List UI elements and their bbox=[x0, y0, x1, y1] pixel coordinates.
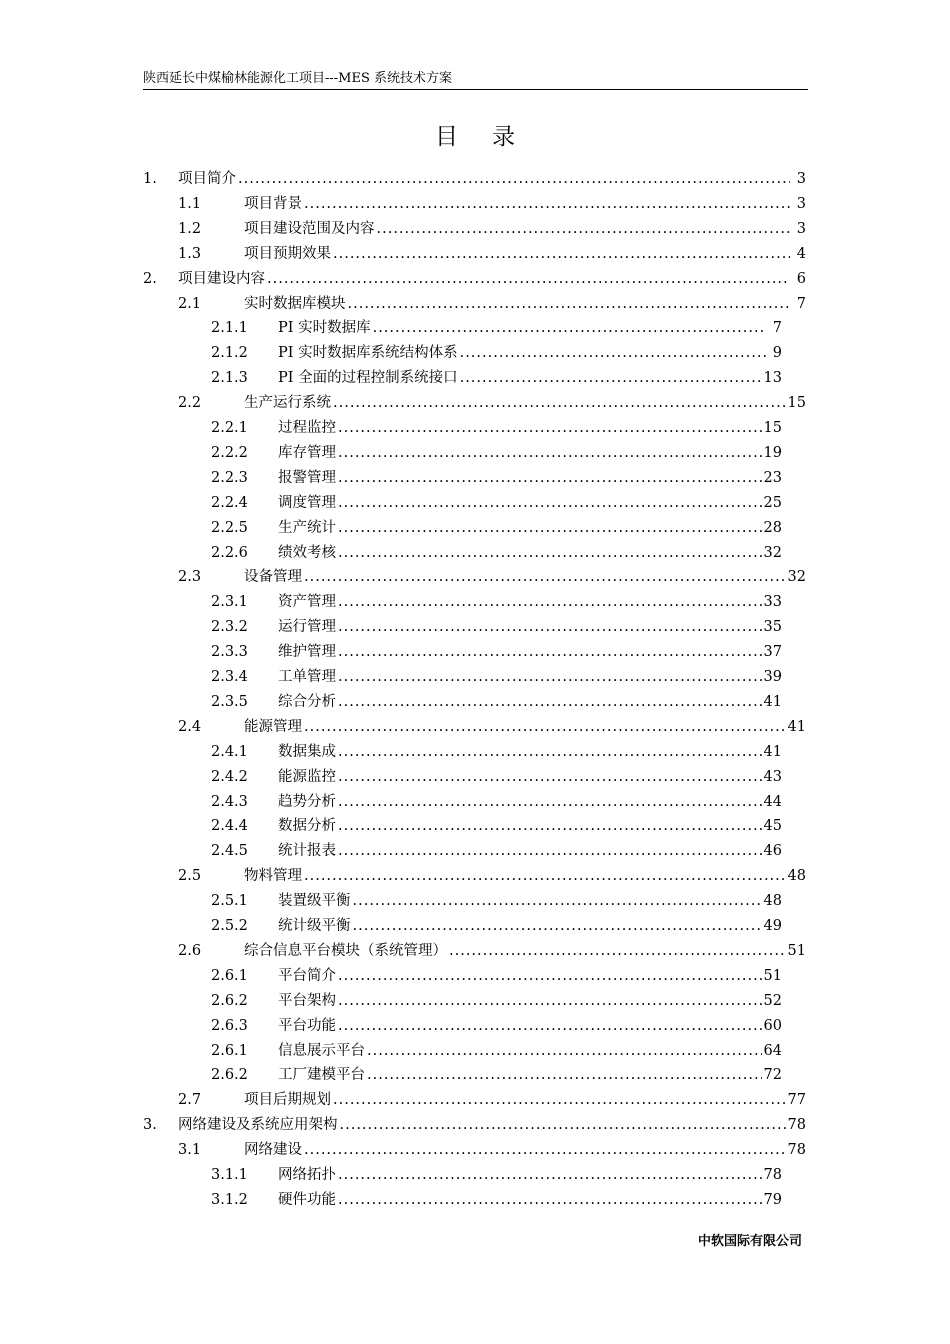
toc-entry[interactable] bbox=[0, 1138, 950, 1163]
toc-entry-line bbox=[278, 590, 782, 615]
toc-entry-page-number: 49 bbox=[763, 918, 782, 934]
toc-entry-page-number: 78 bbox=[787, 1142, 806, 1159]
toc-entry-line bbox=[244, 939, 806, 964]
toc-entry-line bbox=[278, 964, 782, 989]
toc-entry-number: 2.2 bbox=[178, 395, 202, 412]
toc-entry-label: 库存管理 bbox=[278, 444, 336, 461]
toc-entry-line bbox=[244, 292, 806, 317]
toc-entry-number: 2.1.3 bbox=[211, 370, 248, 387]
toc-leader-dots bbox=[348, 292, 791, 317]
toc-entry-label: PI 实时数据库 bbox=[278, 320, 371, 337]
toc-entry-page-number: 64 bbox=[763, 1042, 782, 1059]
toc-entry-label: 运行管理 bbox=[278, 619, 336, 636]
toc-entry-page-number: 72 bbox=[763, 1067, 782, 1084]
toc-entry-line bbox=[278, 790, 782, 815]
toc-entry-label: 趋势分析 bbox=[278, 793, 336, 810]
toc-entry-number: 1. bbox=[143, 171, 157, 187]
toc-entry[interactable] bbox=[0, 1063, 950, 1088]
toc-entry-line bbox=[278, 1188, 782, 1213]
toc-entry[interactable] bbox=[0, 989, 950, 1014]
toc-entry-line bbox=[178, 267, 806, 292]
toc-entry-line bbox=[178, 167, 806, 192]
toc-entry-number: 2.3.5 bbox=[211, 693, 248, 710]
toc-title-part2: 录 bbox=[492, 124, 515, 150]
company-footer: 中软国际有限公司 bbox=[697, 1234, 802, 1249]
toc-leader-dots bbox=[338, 964, 762, 989]
toc-entry-page-number: 46 bbox=[763, 843, 782, 860]
toc-entry-number: 2.5.1 bbox=[211, 893, 248, 910]
toc-entry-page-number: 4 bbox=[796, 245, 806, 262]
toc-entry-page-number: 39 bbox=[763, 669, 782, 685]
toc-leader-dots bbox=[338, 1014, 762, 1039]
toc-leader-dots bbox=[338, 516, 762, 541]
toc-entry-label: 数据分析 bbox=[278, 818, 336, 835]
toc-entry-line bbox=[244, 217, 806, 242]
toc-entry-label: 能源管理 bbox=[244, 718, 302, 735]
toc-entry[interactable] bbox=[0, 366, 950, 391]
toc-entry-page-number: 28 bbox=[763, 519, 782, 536]
toc-entry-page-number: 6 bbox=[796, 270, 806, 287]
toc-entry[interactable] bbox=[0, 167, 950, 192]
toc-entry-label: 网络建设及系统应用架构 bbox=[178, 1117, 338, 1134]
toc-entry-line bbox=[278, 989, 782, 1014]
toc-entry[interactable] bbox=[0, 914, 950, 939]
toc-entry[interactable] bbox=[0, 1188, 950, 1213]
toc-entry-page-number: 41 bbox=[787, 718, 806, 735]
toc-entry-line bbox=[278, 466, 782, 491]
toc-entry-number: 2.4.4 bbox=[211, 818, 248, 835]
toc-entry-line bbox=[278, 914, 782, 939]
toc-leader-dots bbox=[377, 217, 791, 242]
toc-entry[interactable] bbox=[0, 1163, 950, 1188]
toc-leader-dots bbox=[338, 615, 762, 640]
toc-entry-label: 项目背景 bbox=[244, 195, 302, 212]
toc-entry[interactable] bbox=[0, 1039, 950, 1064]
toc-entry-label: 项目后期规划 bbox=[244, 1092, 331, 1109]
toc-leader-dots bbox=[333, 1088, 786, 1113]
document-header: 陕西延长中煤榆林能源化工项目---MES 系统技术方案 bbox=[143, 70, 808, 90]
toc-entry-page-number: 15 bbox=[787, 395, 806, 412]
toc-entry-line bbox=[244, 715, 806, 740]
toc-entry-page-number: 15 bbox=[763, 420, 782, 436]
toc-leader-dots bbox=[304, 864, 786, 889]
toc-entry-line bbox=[278, 765, 782, 790]
toc-entry-number: 3.1 bbox=[178, 1142, 202, 1159]
toc-entry-line bbox=[244, 1088, 806, 1113]
toc-entry-label: 装置级平衡 bbox=[278, 893, 351, 910]
toc-entry-line bbox=[278, 316, 782, 341]
toc-entry[interactable] bbox=[0, 391, 950, 416]
toc-entry-number: 2.2.4 bbox=[211, 494, 248, 511]
toc-entry-line bbox=[278, 1063, 782, 1088]
toc-entry-number: 2.1 bbox=[178, 295, 202, 312]
toc-entry-number: 2.7 bbox=[178, 1092, 202, 1109]
toc-leader-dots bbox=[340, 1113, 786, 1138]
toc-entry-page-number: 52 bbox=[763, 992, 782, 1009]
toc-entry-page-number: 33 bbox=[763, 594, 782, 611]
toc-entry-label: PI 实时数据库系统结构体系 bbox=[278, 345, 458, 362]
toc-entry-number: 2.3.4 bbox=[211, 669, 248, 685]
toc-entry-number: 2.4.3 bbox=[211, 793, 248, 810]
toc-entry[interactable] bbox=[0, 690, 950, 715]
toc-entry-number: 1.1 bbox=[178, 195, 202, 212]
toc-leader-dots bbox=[353, 889, 762, 914]
toc-leader-dots bbox=[338, 765, 762, 790]
toc-leader-dots bbox=[338, 640, 762, 665]
toc-entry[interactable] bbox=[0, 441, 950, 466]
toc-entry-page-number: 77 bbox=[787, 1092, 806, 1109]
toc-entry[interactable] bbox=[0, 939, 950, 964]
toc-entry-label: 网络拓扑 bbox=[278, 1167, 336, 1183]
toc-leader-dots bbox=[338, 690, 762, 715]
toc-entry-label: 网络建设 bbox=[244, 1142, 302, 1159]
toc-entry[interactable] bbox=[0, 516, 950, 541]
toc-entry[interactable] bbox=[0, 590, 950, 615]
toc-entry-line bbox=[278, 341, 782, 366]
toc-entry-line bbox=[278, 491, 782, 516]
toc-entry-number: 3.1.2 bbox=[211, 1191, 248, 1208]
toc-entry[interactable] bbox=[0, 665, 950, 690]
toc-entry[interactable] bbox=[0, 964, 950, 989]
toc-entry-line bbox=[178, 1113, 806, 1138]
toc-entry-label: 物料管理 bbox=[244, 868, 302, 885]
toc-entry-label: 工厂建模平台 bbox=[278, 1067, 365, 1084]
toc-leader-dots bbox=[238, 167, 790, 192]
toc-entry-label: 工单管理 bbox=[278, 669, 336, 685]
toc-entry[interactable] bbox=[0, 242, 950, 267]
toc-entry-line bbox=[278, 366, 782, 391]
toc-entry-label: 综合信息平台模块（系统管理） bbox=[244, 942, 447, 959]
toc-entry[interactable] bbox=[0, 615, 950, 640]
toc-title bbox=[0, 118, 950, 151]
toc-entry-number: 2.4.1 bbox=[211, 743, 248, 760]
toc-entry-number: 2.2.5 bbox=[211, 519, 248, 536]
toc-entry-label: 信息展示平台 bbox=[278, 1042, 365, 1059]
toc-entry[interactable] bbox=[0, 839, 950, 864]
toc-entry-number: 2.6.2 bbox=[211, 1067, 248, 1084]
toc-entry-label: 能源监控 bbox=[278, 768, 336, 785]
toc-entry-label: 维护管理 bbox=[278, 644, 336, 661]
toc-entry-page-number: 41 bbox=[763, 743, 782, 760]
toc-leader-dots bbox=[367, 1063, 762, 1088]
toc-entry-page-number: 79 bbox=[763, 1191, 782, 1208]
toc-entry-line bbox=[244, 565, 806, 590]
toc-entry[interactable] bbox=[0, 1014, 950, 1039]
toc-entry-label: 项目预期效果 bbox=[244, 245, 331, 262]
toc-entry[interactable] bbox=[0, 292, 950, 317]
toc-entry-line bbox=[278, 839, 782, 864]
toc-entry-label: 统计级平衡 bbox=[278, 918, 351, 934]
toc-entry-page-number: 35 bbox=[763, 619, 782, 636]
toc-entry-label: 统计报表 bbox=[278, 843, 336, 860]
toc-entry-number: 2.6.3 bbox=[211, 1017, 248, 1034]
toc-entry-label: 项目简介 bbox=[178, 171, 236, 187]
toc-entry-number: 2.4.2 bbox=[211, 768, 248, 785]
toc-entry-number: 1.3 bbox=[178, 245, 202, 262]
toc-entry-line bbox=[278, 541, 782, 566]
toc-entry-number: 2.1.2 bbox=[211, 345, 248, 362]
toc-entry-page-number: 60 bbox=[763, 1017, 782, 1034]
toc-entry[interactable] bbox=[0, 715, 950, 740]
toc-leader-dots bbox=[338, 1163, 762, 1188]
toc-entry-page-number: 32 bbox=[787, 569, 806, 586]
toc-entry-number: 2.6 bbox=[178, 942, 202, 959]
toc-leader-dots bbox=[460, 341, 766, 366]
toc-entry-page-number: 7 bbox=[796, 295, 806, 312]
toc-entry-line bbox=[244, 391, 806, 416]
toc-leader-dots bbox=[338, 740, 762, 765]
toc-entry-number: 2. bbox=[143, 270, 157, 287]
toc-entry[interactable] bbox=[0, 1088, 950, 1113]
toc-entry-page-number: 48 bbox=[787, 868, 806, 885]
toc-entry-label: 平台架构 bbox=[278, 992, 336, 1009]
toc-entry-line bbox=[278, 640, 782, 665]
toc-entry[interactable] bbox=[0, 341, 950, 366]
toc-entry-page-number: 51 bbox=[763, 967, 782, 984]
toc-entry-number: 2.2.6 bbox=[211, 544, 248, 561]
toc-entry-number: 2.3 bbox=[178, 569, 202, 586]
toc-entry-number: 3.1.1 bbox=[211, 1167, 248, 1183]
toc-entry-number: 2.2.3 bbox=[211, 469, 248, 486]
toc-title-part1: 目 bbox=[435, 124, 458, 150]
toc-entry-label: 硬件功能 bbox=[278, 1191, 336, 1208]
toc-entry[interactable] bbox=[0, 864, 950, 889]
toc-entry-page-number: 3 bbox=[796, 195, 806, 212]
toc-entry[interactable] bbox=[0, 541, 950, 566]
toc-entry-line bbox=[244, 242, 806, 267]
toc-entry[interactable] bbox=[0, 416, 950, 441]
toc-entry-page-number: 25 bbox=[763, 494, 782, 511]
toc-leader-dots bbox=[304, 1138, 786, 1163]
toc-entry-label: 调度管理 bbox=[278, 494, 336, 511]
toc-entry-page-number: 37 bbox=[763, 644, 782, 661]
toc-entry[interactable] bbox=[0, 217, 950, 242]
toc-leader-dots bbox=[338, 790, 762, 815]
toc-entry[interactable] bbox=[0, 466, 950, 491]
toc-entry[interactable] bbox=[0, 765, 950, 790]
toc-entry-number: 2.6.1 bbox=[211, 967, 248, 984]
toc-entry-line bbox=[244, 864, 806, 889]
toc-leader-dots bbox=[338, 590, 762, 615]
toc-entry-number: 2.2.1 bbox=[211, 420, 248, 436]
toc-entry-label: PI 全面的过程控制系统接口 bbox=[278, 370, 458, 387]
toc-entry[interactable] bbox=[0, 565, 950, 590]
toc-entry-number: 2.4.5 bbox=[211, 843, 248, 860]
toc-entry-number: 2.3.2 bbox=[211, 619, 248, 636]
toc-leader-dots bbox=[333, 242, 790, 267]
toc-entry-number: 2.1.1 bbox=[211, 320, 248, 337]
toc-entry-line bbox=[278, 814, 782, 839]
toc-entry-label: 综合分析 bbox=[278, 693, 336, 710]
toc-leader-dots bbox=[353, 914, 762, 939]
toc-entry-page-number: 3 bbox=[796, 171, 806, 187]
toc-leader-dots bbox=[338, 491, 762, 516]
toc-entry-page-number: 43 bbox=[763, 768, 782, 785]
toc-entry-number: 2.5.2 bbox=[211, 918, 248, 934]
toc-entry-line bbox=[278, 665, 782, 690]
toc-entry-line bbox=[278, 516, 782, 541]
toc-entry[interactable] bbox=[0, 491, 950, 516]
toc-leader-dots bbox=[267, 267, 790, 292]
toc-entry-number: 2.6.1 bbox=[211, 1042, 248, 1059]
toc-leader-dots bbox=[333, 391, 786, 416]
toc-entry-line bbox=[278, 1039, 782, 1064]
toc-leader-dots bbox=[304, 565, 786, 590]
toc-entry-line bbox=[278, 1014, 782, 1039]
toc-entry-page-number: 13 bbox=[763, 370, 782, 387]
toc-entry-label: 数据集成 bbox=[278, 743, 336, 760]
toc-leader-dots bbox=[338, 541, 762, 566]
toc-leader-dots bbox=[449, 939, 786, 964]
toc-entry-label: 生产运行系统 bbox=[244, 395, 331, 412]
toc-entry-line bbox=[278, 740, 782, 765]
toc-entry-page-number: 78 bbox=[787, 1117, 806, 1134]
toc-entry-label: 平台简介 bbox=[278, 967, 336, 984]
toc-entry-label: 项目建设内容 bbox=[178, 270, 265, 287]
toc-leader-dots bbox=[338, 814, 762, 839]
toc-entry-number: 3. bbox=[143, 1117, 157, 1134]
toc-entry-line bbox=[278, 1163, 782, 1188]
toc-entry[interactable] bbox=[0, 790, 950, 815]
toc-leader-dots bbox=[460, 366, 762, 391]
toc-entry-number: 2.3.1 bbox=[211, 594, 248, 611]
toc-entry[interactable] bbox=[0, 889, 950, 914]
toc-entry-label: 项目建设范围及内容 bbox=[244, 220, 375, 237]
toc-entry-label: 生产统计 bbox=[278, 519, 336, 536]
toc-entry-label: 报警管理 bbox=[278, 469, 336, 486]
toc-entry-line bbox=[278, 615, 782, 640]
toc-entry[interactable] bbox=[0, 640, 950, 665]
toc-entry-page-number: 23 bbox=[763, 469, 782, 486]
toc-leader-dots bbox=[338, 466, 762, 491]
toc-entry[interactable] bbox=[0, 740, 950, 765]
toc-entry-number: 2.4 bbox=[178, 718, 202, 735]
toc-entry[interactable] bbox=[0, 192, 950, 217]
toc-entry[interactable] bbox=[0, 316, 950, 341]
toc-entry-line bbox=[278, 889, 782, 914]
toc-entry-line bbox=[278, 416, 782, 441]
toc-entry-label: 绩效考核 bbox=[278, 544, 336, 561]
toc-leader-dots bbox=[338, 441, 762, 466]
toc-leader-dots bbox=[338, 416, 762, 441]
toc-leader-dots bbox=[304, 715, 786, 740]
toc-entry-label: 实时数据库模块 bbox=[244, 295, 346, 312]
toc-leader-dots bbox=[304, 192, 790, 217]
toc-leader-dots bbox=[373, 316, 766, 341]
toc-entry-page-number: 44 bbox=[763, 793, 782, 810]
toc-leader-dots bbox=[338, 839, 762, 864]
toc-entry-label: 过程监控 bbox=[278, 420, 336, 436]
toc-entry-page-number: 7 bbox=[772, 320, 782, 337]
toc-entry-page-number: 9 bbox=[772, 345, 782, 362]
toc-entry[interactable] bbox=[0, 814, 950, 839]
toc-entry-page-number: 41 bbox=[763, 693, 782, 710]
toc-entry-number: 2.5 bbox=[178, 868, 202, 885]
toc-entry-page-number: 78 bbox=[763, 1167, 782, 1183]
toc-entry-label: 资产管理 bbox=[278, 594, 336, 611]
toc-leader-dots bbox=[367, 1039, 762, 1064]
toc-entry-label: 平台功能 bbox=[278, 1017, 336, 1034]
toc-entry-number: 1.2 bbox=[178, 220, 202, 237]
toc-entry-line bbox=[244, 1138, 806, 1163]
toc-entry-number: 2.2.2 bbox=[211, 444, 248, 461]
toc-entry-page-number: 32 bbox=[763, 544, 782, 561]
toc-entry[interactable] bbox=[0, 267, 950, 292]
toc-leader-dots bbox=[338, 1188, 762, 1213]
toc-leader-dots bbox=[338, 665, 762, 690]
toc-entry-line bbox=[278, 690, 782, 715]
toc-entry-line bbox=[278, 441, 782, 466]
toc-entry-label: 设备管理 bbox=[244, 569, 302, 586]
toc-entry-page-number: 19 bbox=[763, 444, 782, 461]
toc-entry-page-number: 3 bbox=[796, 220, 806, 237]
toc-entry-number: 2.6.2 bbox=[211, 992, 248, 1009]
toc-entry-number: 2.3.3 bbox=[211, 644, 248, 661]
toc-entry-page-number: 45 bbox=[763, 818, 782, 835]
toc-entry-page-number: 48 bbox=[763, 893, 782, 910]
toc-leader-dots bbox=[338, 989, 762, 1014]
toc-entry[interactable] bbox=[0, 1113, 950, 1138]
toc-entry-line bbox=[244, 192, 806, 217]
toc-entry-page-number: 51 bbox=[787, 942, 806, 959]
